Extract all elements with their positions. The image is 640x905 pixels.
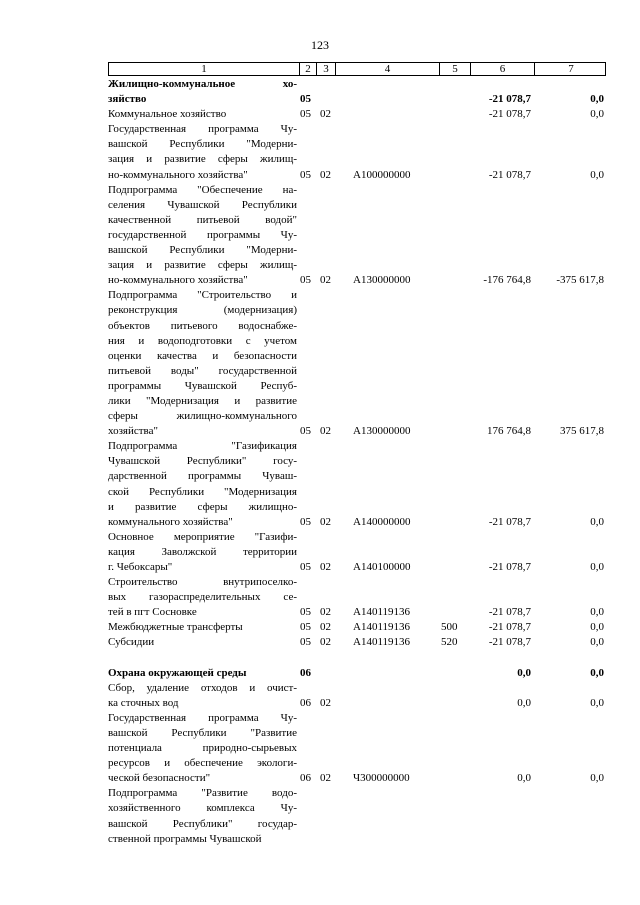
table-row	[108, 681, 606, 711]
subsection-code: 02	[320, 636, 331, 649]
subsection-code: 02	[320, 108, 331, 121]
description-line: хозяйства"	[108, 425, 158, 438]
amount-year-1: -21 078,7	[488, 621, 531, 634]
subsection-code: 02	[320, 515, 331, 528]
table-row	[108, 288, 606, 439]
amount-year-1: 176 764,8	[487, 425, 531, 438]
description-line: Жилищно-коммунальное хо-	[108, 78, 297, 90]
subsection-code: 02	[320, 561, 331, 573]
row-description	[108, 711, 297, 786]
description-line: оценки качества и безопасности	[108, 349, 297, 362]
amount-year-1: -21 078,7	[488, 108, 531, 121]
section-code: 05	[300, 606, 311, 619]
description-line: Основное мероприятие "Газифи-	[108, 530, 297, 543]
amount-year-1: -21 078,7	[488, 561, 531, 573]
table-row	[108, 122, 606, 182]
amount-year-2: 0,0	[590, 93, 604, 106]
target-article-code: А130000000	[353, 274, 411, 287]
description-line: Охрана окружающей среды	[108, 666, 247, 679]
column-header: 5	[439, 63, 470, 75]
amount-year-2: 0,0	[590, 666, 604, 679]
description-line: ния и водоподготовки с учетом	[108, 334, 297, 347]
target-article-code: А140100000	[353, 561, 411, 573]
row-description	[108, 107, 297, 122]
section-code: 05	[300, 561, 311, 573]
description-line: сферы жилищно-коммунального	[108, 410, 297, 423]
row-description	[108, 681, 297, 711]
amount-year-2: 0,0	[590, 621, 604, 634]
row-description	[108, 77, 297, 107]
amount-year-2: 0,0	[590, 561, 604, 573]
amount-year-2: 0,0	[590, 515, 604, 528]
row-description	[108, 530, 297, 575]
amount-year-2: 0,0	[590, 636, 604, 649]
row-description	[108, 122, 297, 182]
table-row	[108, 711, 606, 786]
section-code: 06	[300, 696, 311, 709]
amount-year-1: -21 078,7	[488, 515, 531, 528]
section-code: 06	[300, 666, 311, 679]
table-row	[108, 530, 606, 575]
description-line: г. Чебоксары"	[108, 561, 173, 573]
section-code: 05	[300, 168, 311, 181]
section-code: 05	[300, 515, 311, 528]
amount-year-1: 0,0	[517, 696, 531, 709]
description-line: вашской Республики "Модерни-	[108, 138, 297, 151]
expense-type-code: 520	[441, 636, 458, 649]
description-line: потенциала природно-сырьевых	[108, 742, 297, 755]
subsection-code: 02	[320, 696, 331, 709]
description-line: государственной программы Чу-	[108, 228, 297, 241]
description-line: Коммунальное хозяйство	[108, 108, 227, 121]
subsection-code: 02	[320, 274, 331, 287]
page-number: 123	[311, 38, 329, 52]
target-article-code: А140119136	[353, 621, 411, 634]
description-line: Сбор, удаление отходов и очист-	[108, 681, 297, 694]
description-line: Подпрограмма "Газификация	[108, 440, 297, 453]
description-line: лики "Модернизация и развитие	[108, 394, 297, 407]
row-description	[108, 666, 297, 681]
subsection-code: 02	[320, 425, 331, 438]
row-description	[108, 575, 297, 620]
description-line: Чувашской Республики" госу-	[108, 455, 297, 468]
section-code: 05	[300, 108, 311, 121]
description-line: реконструкция (модернизация)	[108, 304, 297, 317]
amount-year-2: 0,0	[590, 772, 604, 785]
amount-year-1: 0,0	[517, 772, 531, 785]
target-article-code: А130000000	[353, 425, 411, 438]
description-line: вашской Республики "Развитие	[108, 726, 297, 739]
description-line: Субсидии	[108, 636, 155, 649]
table-row	[108, 439, 606, 530]
amount-year-1: -21 078,7	[488, 93, 531, 106]
description-line: ственной программы Чувашской	[108, 832, 262, 845]
amount-year-1: 0,0	[517, 666, 531, 679]
description-line: ческой безопасности"	[108, 772, 211, 785]
subsection-code: 02	[320, 168, 331, 181]
amount-year-1: -21 078,7	[488, 606, 531, 619]
table-row	[108, 786, 606, 846]
description-line: дарственной программы Чуваш-	[108, 470, 297, 483]
section-code: 05	[300, 621, 311, 634]
row-description	[108, 288, 297, 439]
amount-year-1: -21 078,7	[488, 168, 531, 181]
section-code: 05	[300, 274, 311, 287]
target-article-code: А140000000	[353, 515, 411, 528]
amount-year-1: -176 764,8	[483, 274, 531, 287]
column-header: 2	[299, 63, 316, 75]
budget-table	[108, 77, 606, 847]
amount-year-2: 0,0	[590, 108, 604, 121]
description-line: программы Чувашской Респуб-	[108, 379, 297, 392]
table-row	[108, 666, 606, 681]
table-row	[108, 620, 606, 635]
description-line: питьевой воды" государственной	[108, 364, 297, 377]
table-row	[108, 575, 606, 620]
amount-year-2: -375 617,8	[556, 274, 604, 287]
subsection-code: 02	[320, 772, 331, 785]
description-line: но-коммунального хозяйства"	[108, 274, 248, 287]
amount-year-2: 0,0	[590, 696, 604, 709]
description-line: вашской Республики" государ-	[108, 817, 297, 830]
description-line: селения Чувашской Республики	[108, 198, 297, 211]
description-line: кация Заволжской территории	[108, 545, 297, 558]
amount-year-1: -21 078,7	[488, 636, 531, 649]
amount-year-2: 375 617,8	[560, 425, 604, 438]
description-line: зация и развитие сферы жилищ-	[108, 153, 297, 166]
row-description	[108, 620, 297, 635]
description-line: ресурсов и обеспечение экологи-	[108, 757, 297, 770]
description-line: Межбюджетные трансферты	[108, 621, 243, 634]
description-line: коммунального хозяйства"	[108, 515, 233, 528]
description-line: объектов питьевого водоснабже-	[108, 319, 297, 332]
column-header: 4	[335, 63, 439, 75]
subsection-code: 02	[320, 621, 331, 634]
column-header: 7	[534, 63, 607, 75]
section-code: 05	[300, 636, 311, 649]
section-code: 06	[300, 772, 311, 785]
description-line: ка сточных вод	[108, 696, 179, 709]
row-spacer	[108, 651, 606, 666]
description-line: и развитие сферы жилищно-	[108, 500, 297, 513]
column-header: 1	[201, 63, 207, 75]
target-article-code: Ч300000000	[353, 772, 410, 785]
table-row	[108, 77, 606, 107]
section-code: 05	[300, 93, 311, 106]
description-line: вашской Республики "Модерни-	[108, 244, 297, 257]
target-article-code: А140119136	[353, 636, 411, 649]
expense-type-code: 500	[441, 621, 458, 634]
description-line: вых газораспределительных се-	[108, 591, 297, 604]
target-article-code: А100000000	[353, 168, 411, 181]
row-description	[108, 183, 297, 289]
row-description	[108, 786, 297, 846]
description-line: качественной питьевой водой"	[108, 213, 297, 226]
row-description	[108, 439, 297, 530]
description-line: Строительство внутрипоселко-	[108, 576, 297, 589]
amount-year-2: 0,0	[590, 168, 604, 181]
row-description	[108, 635, 297, 650]
table-row	[108, 635, 606, 650]
table-header	[108, 62, 606, 76]
subsection-code: 02	[320, 606, 331, 619]
description-line: Государственная программа Чу-	[108, 711, 297, 724]
amount-year-2: 0,0	[590, 606, 604, 619]
description-line: Подпрограмма "Строительство и	[108, 289, 297, 302]
section-code: 05	[300, 425, 311, 438]
description-line: но-коммунального хозяйства"	[108, 168, 248, 181]
table-row	[108, 107, 606, 122]
description-line: зяйство	[108, 93, 147, 106]
description-line: тей в пгт Сосновке	[108, 606, 197, 619]
description-line: хозяйственного комплекса Чу-	[108, 802, 297, 815]
table-row	[108, 183, 606, 289]
description-line: зация и развитие сферы жилищ-	[108, 259, 297, 272]
column-header: 6	[470, 63, 534, 75]
description-line: Подпрограмма "Развитие водо-	[108, 787, 297, 800]
description-line: Государственная программа Чу-	[108, 123, 297, 136]
target-article-code: А140119136	[353, 606, 411, 619]
description-line: ской Республики "Модернизация	[108, 485, 297, 498]
description-line: Подпрограмма "Обеспечение на-	[108, 183, 297, 196]
column-header: 3	[316, 63, 335, 75]
